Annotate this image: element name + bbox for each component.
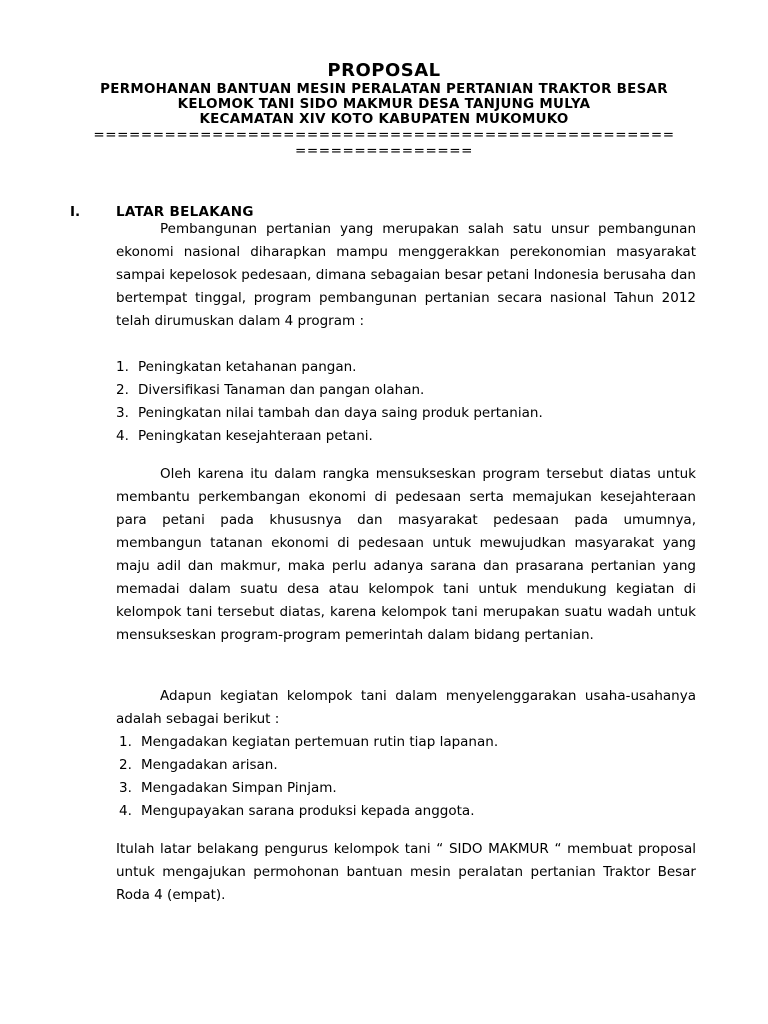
- separator-rule-1: =================================================: [93, 127, 675, 143]
- subtitle-line-1: PERMOHANAN BANTUAN MESIN PERALATAN PERTANIAN TRAKTOR BESAR: [100, 82, 668, 97]
- document-title: PROPOSAL: [327, 60, 441, 81]
- list-text: Mengadakan Simpan Pinjam.: [141, 780, 337, 796]
- list-number: 3.: [119, 780, 132, 796]
- list-number: 1.: [119, 734, 132, 750]
- list-number: 2.: [119, 757, 132, 773]
- list-item: [119, 777, 699, 800]
- list-item: [119, 754, 699, 777]
- list-number: 4.: [116, 428, 129, 444]
- paragraph-intro: Pembangunan pertanian yang merupakan salah satu unsur pembangunan ekonomi nasional diharapkan mampu menggerakkan perekonomian masyarakat sampai kepelosok pedesaan, dimana sebagaian besar petani Indonesia berusaha dan bertempat tinggal, program pembangunan pertanian secara nasional Tahun 2012 telah dirumuskan dalam 4 program :: [116, 221, 696, 329]
- list-item: [116, 425, 696, 448]
- section-title: LATAR BELAKANG: [116, 204, 254, 220]
- activity-list: [119, 731, 699, 823]
- list-text: Diversifikasi Tanaman dan pangan olahan.: [138, 382, 425, 398]
- paragraph-purpose: Oleh karena itu dalam rangka mensukseskan program tersebut diatas untuk membantu perkembangan ekonomi di pedesaan serta memajukan kesejahteraan para petani pada khususnya dan masyarakat pedesaan pada umumnya, membangun tatanan ekonomi di pedesaan untuk mewujudkan masyarakat yang maju adil dan makmur, maka perlu adanya sarana dan prasarana pertanian yang memadai dalam suatu desa atau kelompok tani untuk mendukung kegiatan di kelompok tani tersebut diatas, karena kelompok tani merupakan suatu wadah untuk mensukseskan program-program pemerintah dalam bidang pertanian.: [116, 466, 696, 643]
- list-item: [119, 800, 699, 823]
- list-number: 3.: [116, 405, 129, 421]
- list-number: 2.: [116, 382, 129, 398]
- list-item: [119, 731, 699, 754]
- paragraph-closing: Itulah latar belakang pengurus kelompok tani “ SIDO MAKMUR “ membuat proposal untuk mengajukan permohonan bantuan mesin peralatan pertanian Traktor Besar Roda 4 (empat).: [116, 841, 696, 903]
- separator-rule-2: ===============: [295, 143, 473, 159]
- list-text: Mengadakan arisan.: [141, 757, 278, 773]
- list-number: 1.: [116, 359, 129, 375]
- list-text: Peningkatan nilai tambah dan daya saing produk pertanian.: [138, 405, 543, 421]
- section-number: I.: [70, 204, 81, 220]
- list-text: Mengupayakan sarana produksi kepada anggota.: [141, 803, 475, 819]
- list-text: Mengadakan kegiatan pertemuan rutin tiap lapanan.: [141, 734, 499, 750]
- list-item: [116, 379, 696, 402]
- program-list: [116, 356, 696, 448]
- subtitle-line-2: KELOMOK TANI SIDO MAKMUR DESA TANJUNG MULYA: [177, 97, 591, 112]
- list-item: [116, 356, 696, 379]
- list-text: Peningkatan kesejahteraan petani.: [138, 428, 373, 444]
- list-text: Peningkatan ketahanan pangan.: [138, 359, 357, 375]
- paragraph-activities: Adapun kegiatan kelompok tani dalam menyelenggarakan usaha-usahanya adalah sebagai berikut :: [116, 688, 696, 727]
- list-item: [116, 402, 696, 425]
- subtitle-line-3: KECAMATAN XIV KOTO KABUPATEN MUKOMUKO: [199, 112, 569, 127]
- list-number: 4.: [119, 803, 132, 819]
